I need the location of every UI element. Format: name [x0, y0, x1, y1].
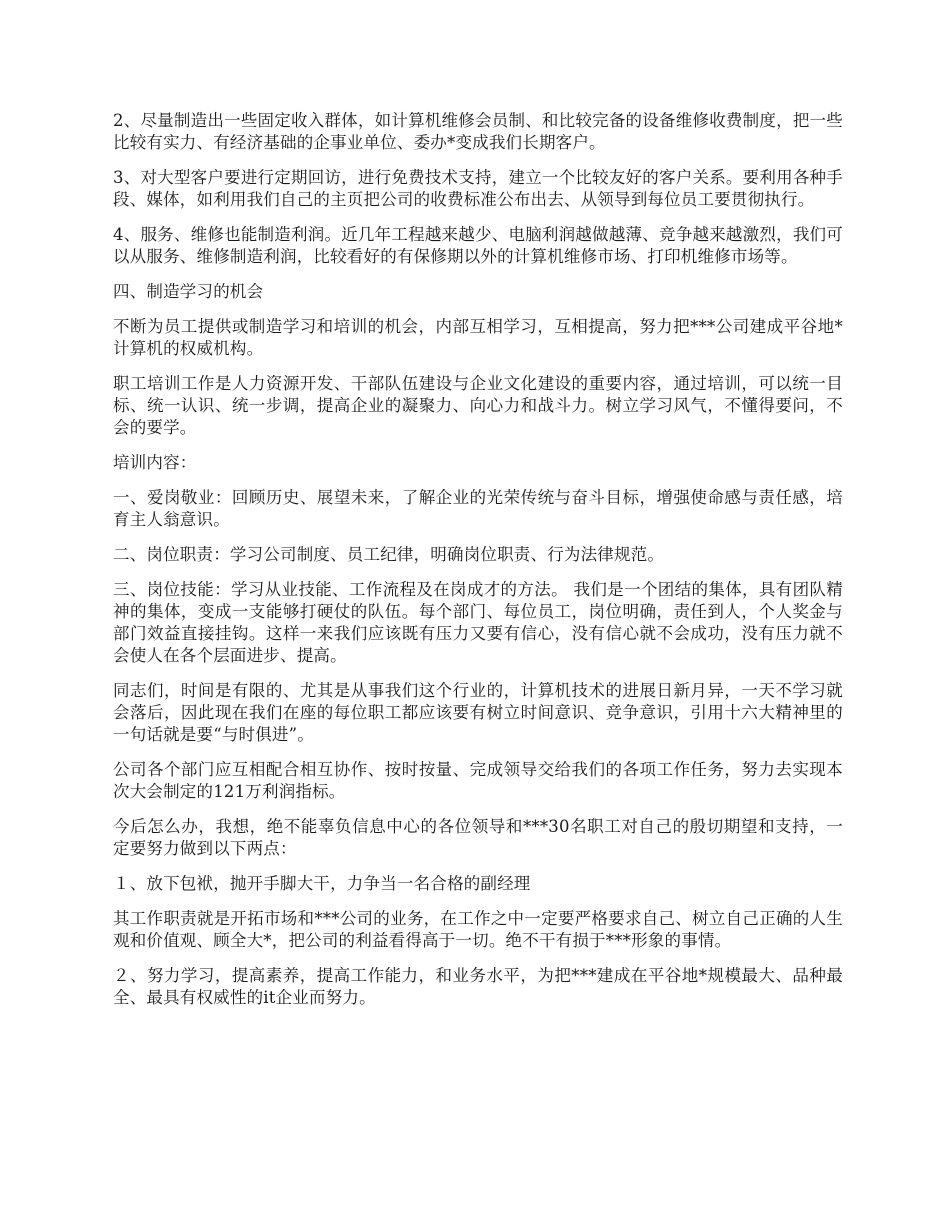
document-body [113, 110, 843, 1022]
paragraph-learning-opportunity: 不断为员工提供或制造学习和培训的机会，内部互相学习，互相提高，努力把***公司建成平谷地*计算机的权威机构。 [113, 317, 843, 358]
section-heading-4: 四、制造学习的机会 [113, 282, 264, 301]
paragraph-item-3: 3、对大型客户要进行定期回访，进行免费技术支持，建立一个比较友好的客户关系。要利用各种手段、媒体，如利用我们自己的主页把公司的收费标准公布出去、从领导到每位员工要贯彻执行。 [113, 168, 843, 209]
paragraph-training-importance: 职工培训工作是人力资源开发、干部队伍建设与企业文化建设的重要内容，通过培训，可以统一目标、统一认识、统一步调，提高企业的凝聚力、向心力和战斗力。树立学习风气，不懂得要问，不会的要学。 [113, 374, 843, 437]
paragraph-item-4: 4、服务、维修也能制造利润。近几年工程越来越少、电脑利润越做越薄、竞争越来越激烈，我们可以从服务、维修制造利润，比较看好的有保修期以外的计算机维修市场、打印机维修市场等。 [113, 225, 843, 266]
paragraph-what-next: 今后怎么办，我想，绝不能辜负信息中心的各位领导和***30名职工对自己的殷切期望和支持，一定要努力做到以下两点： [113, 817, 843, 858]
training-item-2: 二、岗位职责：学习公司制度、员工纪律，明确岗位职责、行为法律规范。 [113, 545, 665, 564]
point-1-heading: １、放下包袱，抛开手脚大干，力争当一名合格的副经理 [113, 874, 531, 893]
training-item-1: 一、爱岗敬业：回顾历史、展望未来，了解企业的光荣传统与奋斗目标，增强使命感与责任感，培育主人翁意识。 [113, 488, 843, 529]
paragraph-job-duties: 其工作职责就是开拓市场和***公司的业务，在工作之中一定要严格要求自己、树立自己正确的人生观和价值观、顾全大*，把公司的利益看得高于一切。绝不干有损于***形象的事情。 [113, 909, 843, 950]
paragraph-departments: 公司各个部门应互相配合相互协作、按时按量、完成领导交给我们的各项工作任务，努力去实现本次大会制定的121万利润指标。 [113, 760, 843, 801]
point-2: ２、努力学习，提高素养，提高工作能力，和业务水平，为把***建成在平谷地*规模最大、品种最全、最具有权威性的it企业而努力。 [113, 966, 843, 1007]
paragraph-comrades: 同志们，时间是有限的、尤其是从事我们这个行业的，计算机技术的进展日新月异，一天不学习就会落后，因此现在我们在座的每位职工都应该要有树立时间意识、竞争意识，引用十六大精神里的一句话就是要“与时俱进”。 [113, 681, 843, 744]
paragraph-item-2: 2、尽量制造出一些固定收入群体，如计算机维修会员制、和比较完备的设备维修收费制度，把一些比较有实力、有经济基础的企事业单位、委办*变成我们长期客户。 [113, 111, 843, 152]
training-content-label: 培训内容： [113, 453, 197, 472]
training-item-3: 三、岗位技能：学习从业技能、工作流程及在岗成才的方法。 我们是一个团结的集体，具有团队精神的集体，变成一支能够打硬仗的队伍。每个部门、每位员工，岗位明确，责任到人，个人奖金与部门效益直接挂钩。这样一来我们应该既有压力又要有信心，没有信心就不会成功，没有压力就不会使人在各个层面进步、提高。 [113, 580, 843, 665]
